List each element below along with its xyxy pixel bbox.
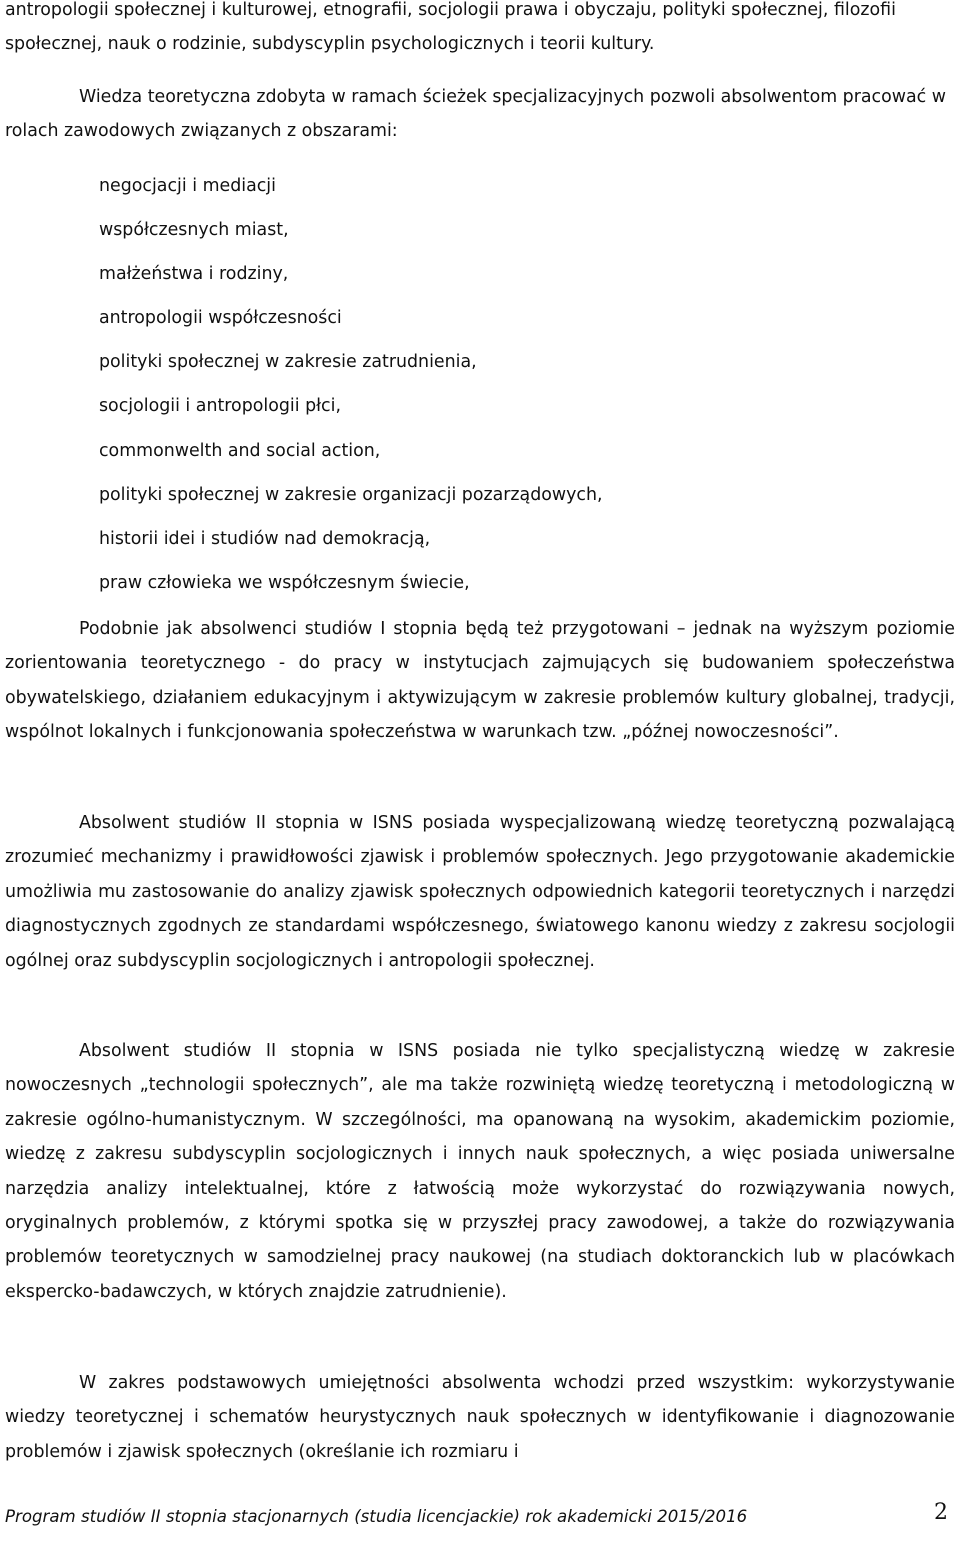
paragraph-basic-skills: W zakres podstawowych umiejętności absolwenta wchodzi przed wszystkim: wykorzystywanie wiedzy teoretycznej i schematów heurystycznych nauk społecznych w identyfikowanie i diagnozowanie problemów i zjawisk społecznych (określanie ich rozmiaru i [5,1373,955,1462]
page-number: 2 [934,1500,948,1525]
footer-text: Program studiów II stopnia stacjonarnych (studia licencjackie) rok akademicki 2015/2016 [5,1507,748,1526]
list-item: polityki społecznej w zakresie zatrudnienia, [99,352,477,373]
list-item: socjologii i antropologii płci, [99,396,341,417]
paragraph-intro: antropologii społecznej i kulturowej, etnografii, socjologii prawa i obyczaju, polityki społecznej, filozofii społecznej, nauk o rodzinie, subdyscyplin psychologicznych i teorii kultury. [5,0,896,55]
list-item: antropologii współczesności [99,308,342,329]
paragraph-graduate-skills: Absolwent studiów II stopnia w ISNS posiada nie tylko specjalistyczną wiedzę w zakresie nowoczesnych „technologii społecznych”, ale ma także rozwiniętą wiedzę teoretyczną i metodologiczną w zakresie ogólno-humanistycznym. W szczególności, ma opanowaną na wysokim, akademickim poziomie, wiedzę z zakresu subdyscyplin socjologicznych i innych nauk społecznych, a więc posiada uniwersalne narzędzia analizy intelektualnej, które z łatwością może wykorzystać do rozwiązywania nowych, oryginalnych problemów, z którymi spotka się w przyszłej pracy zawodowej, a także do rozwiązywania problemów teoretycznych w samodzielnej pracy naukowej (na studiach doktoranckich lub w placówkach ekspercko-badawczych, w których znajdzie zatrudnienie). [5,1041,955,1302]
list-item: praw człowieka we współczesnym świecie, [99,572,470,593]
list-item: małżeństwa i rodziny, [99,264,289,285]
list-item: polityki społecznej w zakresie organizacji pozarządowych, [99,484,603,505]
paragraph-knowledge: Wiedza teoretyczna zdobyta w ramach ścieżek specjalizacyjnych pozwoli absolwentom pracować w rolach zawodowych związanych z obszarami: [5,87,946,142]
paragraph-graduate-knowledge: Absolwent studiów II stopnia w ISNS posiada wyspecjalizowaną wiedzę teoretyczną pozwalającą zrozumieć mechanizmy i prawidłowości zjawisk i problemów społecznych. Jego przygotowanie akademickie umożliwia mu zastosowanie do analizy zjawisk społecznych odpowiednich kategorii teoretycznych i narzędzi diagnostycznych zgodnych ze standardami współczesnego, światowego kanonu wiedzy z zakresu socjologii ogólnej oraz subdyscyplin socjologicznych i antropologii społecznej. [5,813,955,971]
paragraph-graduates-similar: Podobnie jak absolwenci studiów I stopnia będą też przygotowani – jednak na wyższym poziomie zorientowania teoretycznego - do pracy w instytucjach zajmujących się budowaniem społeczeństwa obywatelskiego, działaniem edukacyjnym i aktywizującym w zakresie problemów kultury globalnej, tradycji, wspólnot lokalnych i funkcjonowania społeczeństwa w warunkach tzw. „późnej nowoczesności”. [5,619,955,743]
areas-list [99,169,603,610]
list-item: historii idei i studiów nad demokracją, [99,528,431,549]
list-item: commonwelth and social action, [99,440,381,461]
list-item: współczesnych miast, [99,220,289,241]
list-item: negocjacji i mediacji [99,176,276,196]
